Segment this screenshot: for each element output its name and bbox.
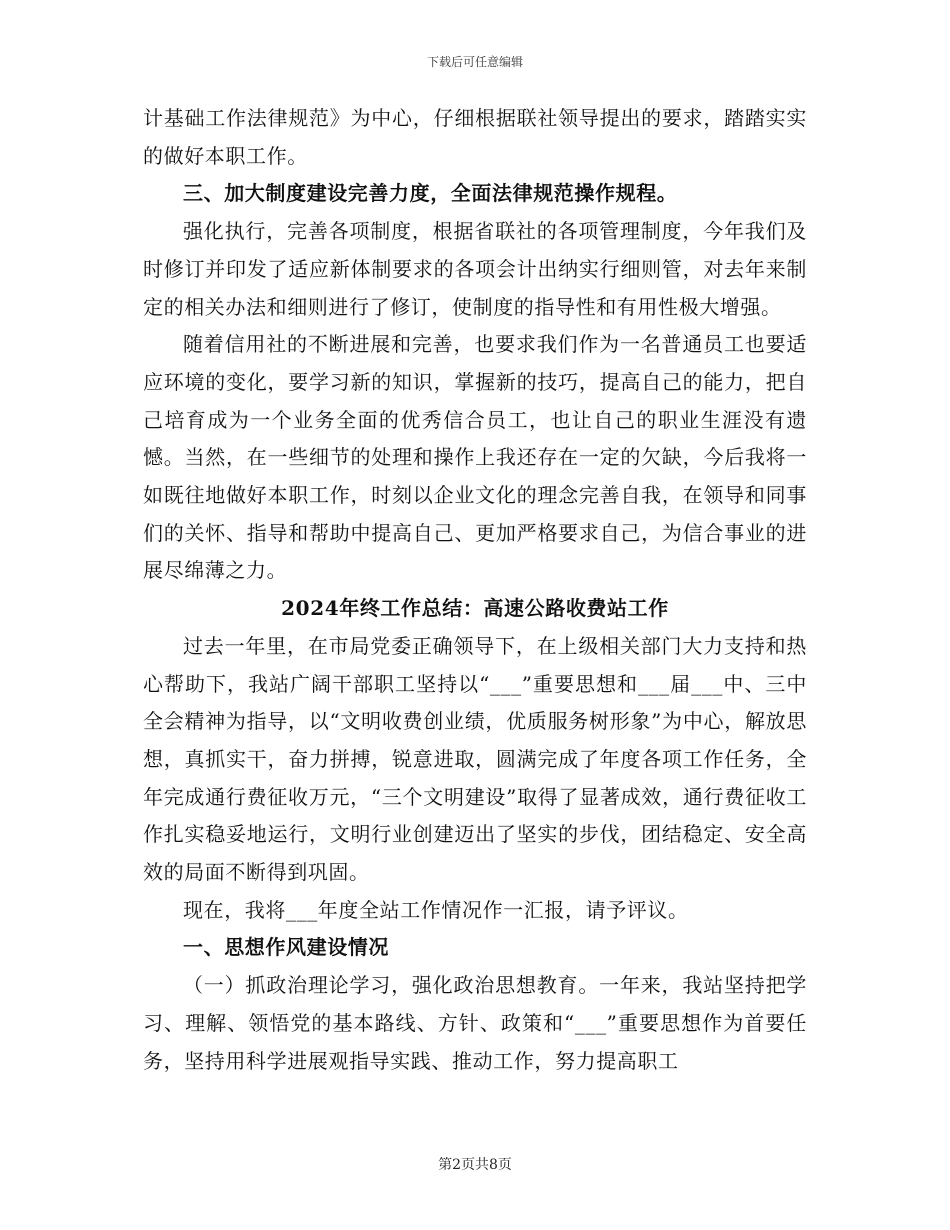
paragraph-year-review: 过去一年里，在市局党委正确领导下，在上级相关部门大力支持和热心帮助下，我站广阔干部职工坚持以“___”重要思想和___届___中、三中全会精神为指导，以“文明收费创业绩，优质服务树形象”为中心，解放思想，真抓实干，奋力拼搏，锐意进取，圆满完成了年度各项工作任务，全年完成通行费征收万元，“三个文明建设”取得了显著成效，通行费征收工作扎实稳妥地运行，文明行业创建迈出了坚实的步伐，团结稳定、安全高效的局面不断得到巩固。 — [143, 633, 807, 885]
paragraph-report-intro: 现在，我将___年度全站工作情况作一汇报，请予评议。 — [183, 897, 689, 922]
document-body — [143, 100, 807, 1080]
page-footer — [0, 1157, 950, 1173]
header-note: 下载后可任意编辑 — [426, 55, 523, 69]
paragraph-political-study: （一）抓政治理论学习，强化政治思想教育。一年来，我站坚持把学习、理解、领悟党的基本路线、方针、政策和“___”重要思想作为首要任务，坚持用科学进展观指导实践、推动工作，努力提高职工 — [143, 973, 807, 1073]
paragraph-system-building: 强化执行，完善各项制度，根据省联社的各项管理制度，今年我们及时修订并印发了适应新体制要求的各项会计出纳实行细则管，对去年来制定的相关办法和细则进行了修订，使制度的指导性和有用性极大增强。 — [143, 219, 807, 319]
page-number: 第2页共8页 — [438, 1157, 512, 1173]
section-heading-3: 三、加大制度建设完善力度，全面法律规范操作规程。 — [183, 181, 678, 206]
document-title: 2024年终工作总结：高速公路收费站工作 — [281, 596, 669, 621]
paragraph-self-improvement: 随着信用社的不断进展和完善，也要求我们作为一名普通员工也要适应环境的变化，要学习新的知识，掌握新的技巧，提高自己的能力，把自己培育成为一个业务全面的优秀信合员工，也让自己的职业生涯没有遗憾。当然，在一些细节的处理和操作上我还存在一定的欠缺，今后我将一如既往地做好本职工作，时刻以企业文化的理念完善自我，在领导和同事们的关怀、指导和帮助中提高自己、更加严格要求自己，为信合事业的进展尽绵薄之力。 — [143, 332, 807, 583]
section-heading-1: 一、思想作风建设情况 — [183, 935, 389, 960]
paragraph-continuation: 计基础工作法律规范》为中心，仔细根据联社领导提出的要求，踏踏实实的做好本职工作。 — [143, 106, 807, 168]
page-header — [0, 55, 950, 69]
